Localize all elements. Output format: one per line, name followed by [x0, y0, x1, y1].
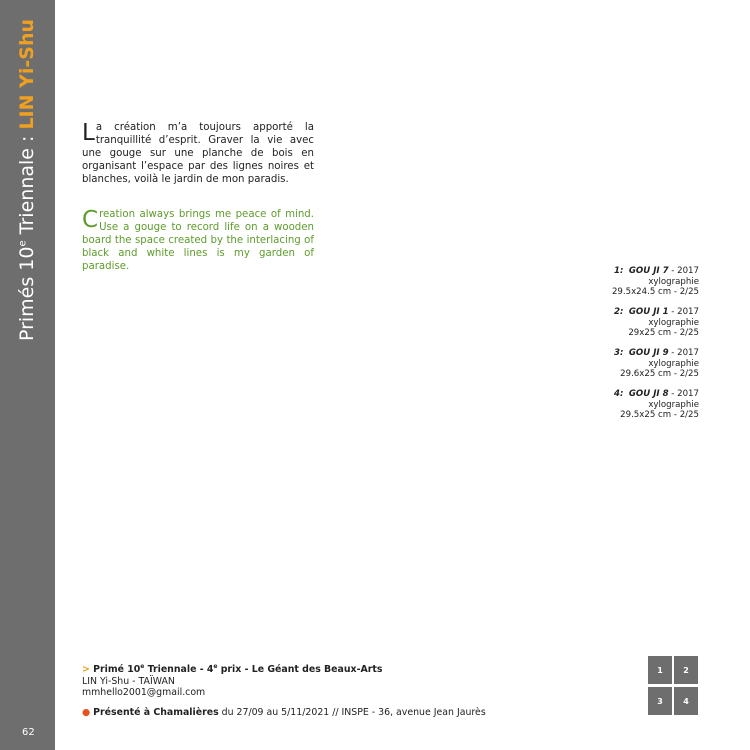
award-line [82, 661, 486, 676]
caption-number: 1: [613, 266, 624, 276]
caption-title: GOU JI 1 [628, 307, 669, 317]
caption-details: 29.6x25 cm - 2/25 [620, 369, 699, 379]
artwork-caption [499, 266, 699, 298]
french-dropcap: L [82, 120, 95, 146]
caption-technique: xylographie [648, 358, 699, 369]
caption-year: - 2017 [668, 307, 699, 317]
caption-year: - 2017 [668, 266, 699, 276]
sidebar-title-sup: e [17, 240, 29, 247]
caption-heading [499, 389, 699, 400]
sidebar [0, 0, 55, 750]
award-text-a: Primé 10 [93, 664, 141, 676]
caption-heading [499, 307, 699, 318]
award-sup-1: e [140, 663, 145, 670]
caption-number: 4: [613, 389, 624, 399]
grid-cell-2: 2 [674, 656, 698, 684]
caption-title: GOU JI 8 [628, 389, 669, 399]
caption-technique: xylographie [648, 317, 699, 328]
award-text-b: Triennale - 4 [144, 664, 214, 676]
caption-number: 2: [613, 307, 624, 317]
caption-heading [499, 266, 699, 277]
footer [82, 661, 486, 718]
sidebar-title [16, 19, 38, 341]
caption-heading [499, 348, 699, 359]
artwork-caption [499, 389, 699, 421]
sidebar-artist-name: LIN Yi-Shu [16, 18, 38, 130]
award-sup-2: e [213, 663, 218, 670]
sidebar-title-prefix: Primés 10 [16, 246, 38, 342]
caption-details: 29.5x25 cm - 2/25 [620, 410, 699, 420]
caption-title: GOU JI 9 [628, 348, 669, 358]
caption-technique: xylographie [648, 276, 699, 287]
sidebar-title-mid: Triennale : [16, 129, 38, 241]
grid-cell-3: 3 [648, 687, 672, 715]
grid-cell-4: 4 [674, 687, 698, 715]
caption-number: 3: [613, 348, 624, 358]
english-statement [82, 208, 314, 273]
french-statement [82, 121, 314, 186]
award-arrow: > [82, 664, 90, 676]
award-text-c: prix - Le Géant des Beaux-Arts [217, 664, 383, 676]
caption-title: GOU JI 7 [628, 266, 669, 276]
presented-details: du 27/09 au 5/11/2021 // INSPE - 36, avenue Jean Jaurès [218, 706, 486, 718]
caption-technique: xylographie [648, 399, 699, 410]
grid-cell-1: 1 [648, 656, 672, 684]
french-body: a création m’a toujours apporté la tranquillité d’esprit. Graver la vie avec une gouge sur une planche de bois en organisant l’espace par des lignes noires et blanches, voilà le jardin de mon paradis. [82, 122, 314, 185]
artwork-caption [499, 348, 699, 380]
caption-year: - 2017 [668, 389, 699, 399]
english-body: reation always brings me peace of mind. Use a gouge to record life on a wooden board the space created by the interlacing of black and white lines is my garden of paradise. [82, 209, 314, 272]
english-dropcap: C [82, 207, 99, 233]
presented-line [82, 707, 486, 719]
artwork-index-grid [648, 656, 700, 716]
artwork-caption [499, 307, 699, 339]
caption-details: 29.5x24.5 cm - 2/25 [611, 287, 699, 297]
caption-year: - 2017 [668, 348, 699, 358]
artwork-captions [499, 266, 699, 430]
artist-email[interactable]: mmhello2001@gmail.com [82, 687, 206, 699]
page-number: 62 [22, 727, 35, 738]
presented-label: Présenté à Chamalières [93, 706, 219, 718]
caption-details: 29x25 cm - 2/25 [628, 328, 699, 338]
artist-country: LIN Yi-Shu - TAÏWAN [82, 675, 175, 687]
bullet-icon: ● [82, 706, 91, 718]
